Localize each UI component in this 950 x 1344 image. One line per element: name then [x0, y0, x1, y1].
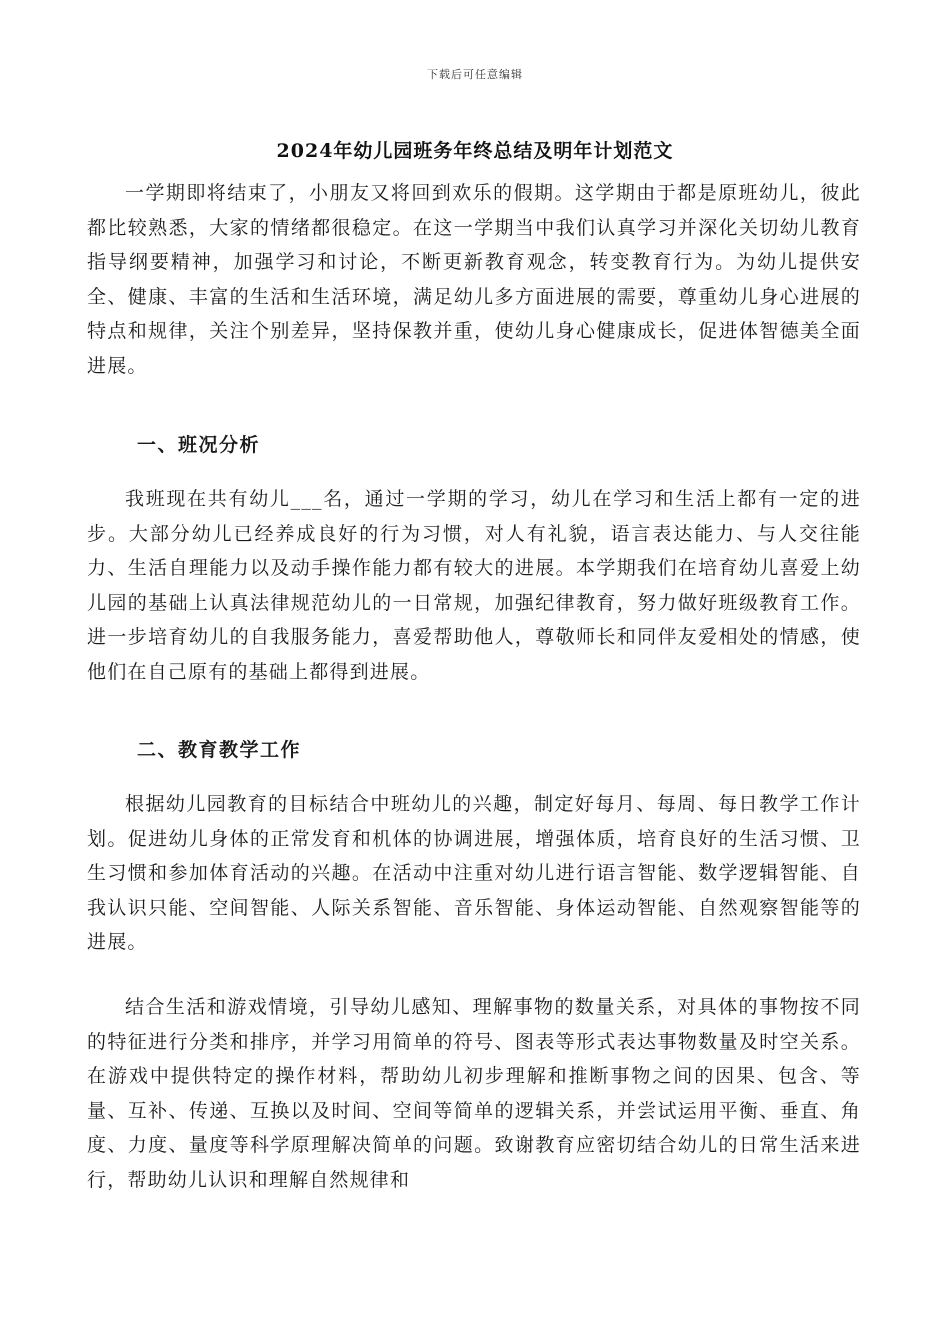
document-title: 2024年幼儿园班务年终总结及明年计划范文 [276, 139, 674, 162]
section-heading-teaching-work: 二、教育教学工作 [137, 739, 302, 761]
section-heading-class-analysis: 一、班况分析 [137, 434, 261, 456]
header-note: 下载后可任意编辑 [427, 68, 523, 81]
teaching-work-paragraph-2: 结合生活和游戏情境，引导幼儿感知、理解事物的数量关系，对具体的事物按不同的特征进行分类和排序，并学习用简单的符号、图表等形式表达事物数量及时空关系。在游戏中提供特定的操作材料，帮助幼儿初步理解和推断事物之间的因果、包含、等量、互补、传递、互换以及时间、空间等简单的逻辑关系，并尝试运用平衡、垂直、角度、力度、量度等科学原理解决简单的问题。致谢教育应密切结合幼儿的日常生活来进行，帮助幼儿认识和理解自然规律和 [87, 996, 861, 1191]
teaching-work-paragraph-1: 根据幼儿园教育的目标结合中班幼儿的兴趣，制定好每月、每周、每日教学工作计划。促进幼儿身体的正常发育和机体的协调进展，增强体质，培育良好的生活习惯、卫生习惯和参加体育活动的兴趣。在活动中注重对幼儿进行语言智能、数学逻辑智能、自我认识只能、空间智能、人际关系智能、音乐智能、身体运动智能、自然观察智能等的进展。 [87, 793, 861, 954]
intro-paragraph: 一学期即将结束了，小朋友又将回到欢乐的假期。这学期由于都是原班幼儿，彼此都比较熟悉，大家的情绪都很稳定。在这一学期当中我们认真学习并深化关切幼儿教育指导纲要精神，加强学习和讨论，不断更新教育观念，转变教育行为。为幼儿提供安全、健康、丰富的生活和生活环境，满足幼儿多方面进展的需要，尊重幼儿身心进展的特点和规律，关注个别差异，坚持保教并重，使幼儿身心健康成长，促进体智德美全面进展。 [87, 182, 861, 377]
class-analysis-paragraph: 我班现在共有幼儿___名，通过一学期的学习，幼儿在学习和生活上都有一定的进步。大部分幼儿已经养成良好的行为习惯，对人有礼貌，语言表达能力、与人交往能力、生活自理能力以及动手操作能力都有较大的进展。本学期我们在培育幼儿喜爱上幼儿园的基础上认真法律规范幼儿的一日常规，加强纪律教育，努力做好班级教育工作。进一步培育幼儿的自我服务能力，喜爱帮助他人，尊敬师长和同伴友爱相处的情感，使他们在自己原有的基础上都得到进展。 [87, 488, 861, 683]
